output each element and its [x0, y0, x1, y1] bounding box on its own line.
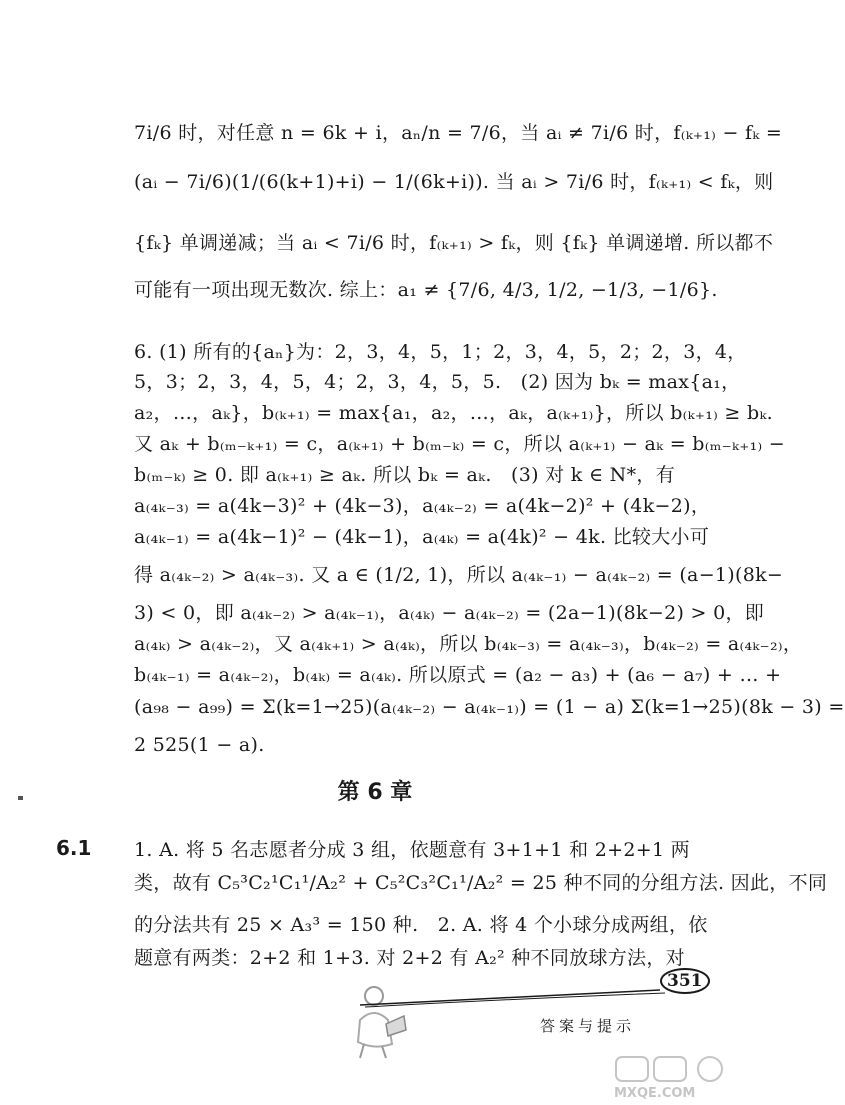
footer-divider [360, 985, 675, 1015]
site-watermark-logo [610, 1055, 740, 1100]
answer-line: 得 a₍₄ₖ₋₂₎ > a₍₄ₖ₋₃₎. 又 a ∈ (1/2, 1)，所以 a₍₄ₖ₋₁₎ − a₍₄ₖ₋₂₎ = (a−1)(8k− [134, 564, 784, 586]
answer-line: a₍₄ₖ₎ > a₍₄ₖ₋₂₎，又 a₍₄ₖ₊₁₎ > a₍₄ₖ₎，所以 b₍₄ₖ₋₃₎ = a₍₄ₖ₋₃₎，b₍₄ₖ₋₂₎ = a₍₄ₖ₋₂₎， [134, 633, 803, 655]
answer-line: b₍₄ₖ₋₁₎ = a₍₄ₖ₋₂₎，b₍₄ₖ₎ = a₍₄ₖ₎. 所以原式 = (a₂ − a₃) + (a₆ − a₇) + … + [134, 664, 782, 686]
section-line: 题意有两类：2+2 和 1+3. 对 2+2 有 A₂² 种不同放球方法，对 [134, 947, 685, 969]
section-line: 1. A. 将 5 名志愿者分成 3 组，依题意有 3+1+1 和 2+2+1 两 [134, 839, 690, 861]
answer-line: 5，3；2，3，4，5，4；2，3，4，5，5. (2) 因为 bₖ = max{a₁， [134, 371, 741, 393]
answer-line: 又 aₖ + b₍ₘ₋ₖ₊₁₎ = c，a₍ₖ₊₁₎ + b₍ₘ₋ₖ₎ = c，所以 a₍ₖ₊₁₎ − aₖ = b₍ₘ₋ₖ₊₁₎ − [134, 433, 786, 455]
answer-line: {fₖ} 单调递减；当 aᵢ < 7i/6 时，f₍ₖ₊₁₎ > fₖ，则 {fₖ} 单调递增. 所以都不 [134, 232, 774, 254]
answer-line: (aᵢ − 7i/6)(1/(6(k+1)+i) − 1/(6k+i)). 当 aᵢ > 7i/6 时，f₍ₖ₊₁₎ < fₖ，则 [134, 171, 774, 193]
footer-label: 答案与提示 [540, 1017, 636, 1035]
answer-line: 7i/6 时，对任意 n = 6k + i，aₙ/n = 7/6，当 aᵢ ≠ 7i/6 时，f₍ₖ₊₁₎ − fₖ = [134, 122, 783, 144]
section-number: 6.1 [56, 836, 92, 860]
answer-line: 2 525(1 − a). [134, 734, 265, 756]
section-line: 类，故有 C₅³C₂¹C₁¹/A₂² + C₅²C₃²C₁¹/A₂² = 25 种不同的分组方法. 因此，不同 [134, 872, 828, 894]
chapter-title: 第 6 章 [337, 780, 413, 805]
page-number: 351 [660, 968, 710, 994]
answer-line: b₍ₘ₋ₖ₎ ≥ 0. 即 a₍ₖ₊₁₎ ≥ aₖ. 所以 bₖ = aₖ. (3) 对 k ∈ N*，有 [134, 464, 675, 486]
section-line: 的分法共有 25 × A₃³ = 150 种. 2. A. 将 4 个小球分成两组，依 [134, 914, 708, 936]
answer-line: 6. (1) 所有的{aₙ}为：2，3，4，5，1；2，3，4，5，2；2，3，4， [134, 341, 747, 363]
svg-text:MXQE.COM: MXQE.COM [614, 1086, 696, 1101]
answer-line: (a₉₈ − a₉₉) = Σ(k=1→25)(a₍₄ₖ₋₂₎ − a₍₄ₖ₋₁₎) = (1 − a) Σ(k=1→25)(8k − 3) = [134, 696, 845, 718]
answer-line: 可能有一项出现无数次. 综上：a₁ ≠ {7/6, 4/3, 1/2, −1/3, −1/6}. [134, 279, 718, 301]
answer-line: a₂，…，aₖ}，b₍ₖ₊₁₎ = max{a₁，a₂，…，aₖ，a₍ₖ₊₁₎}，所以 b₍ₖ₊₁₎ ≥ bₖ. [134, 402, 774, 424]
answer-line: 3) < 0，即 a₍₄ₖ₋₂₎ > a₍₄ₖ₋₁₎，a₍₄ₖ₎ − a₍₄ₖ₋₂₎ = (2a−1)(8k−2) > 0，即 [134, 602, 765, 624]
answer-line: a₍₄ₖ₋₁₎ = a(4k−1)² − (4k−1)，a₍₄ₖ₎ = a(4k)² − 4k. 比较大小可 [134, 526, 710, 548]
answer-line: a₍₄ₖ₋₃₎ = a(4k−3)² + (4k−3)，a₍₄ₖ₋₂₎ = a(4k−2)² + (4k−2)， [134, 495, 711, 517]
